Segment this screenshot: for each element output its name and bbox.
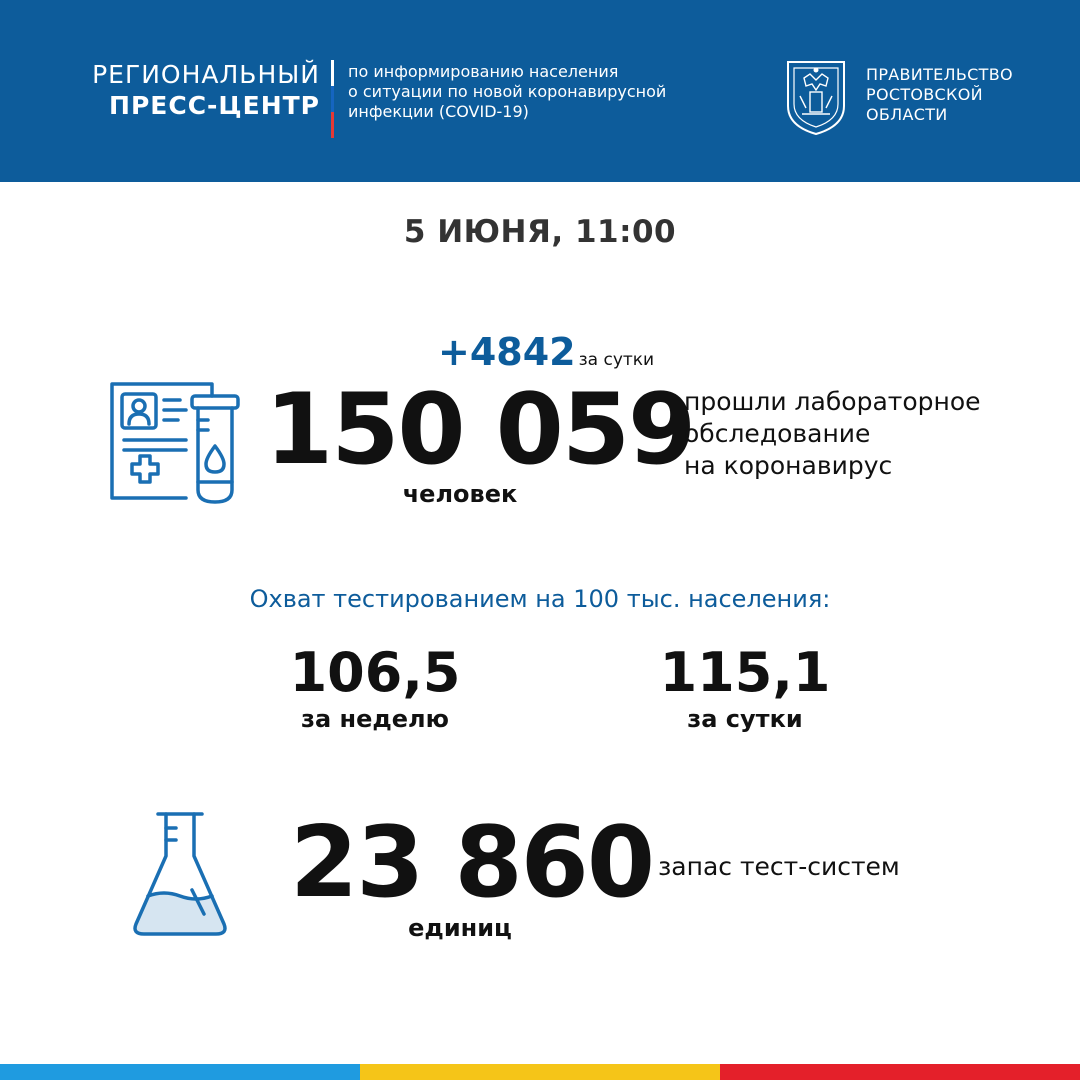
stripe-yellow — [360, 1064, 720, 1080]
government-title — [866, 65, 1013, 125]
bottom-color-stripe — [0, 1064, 1080, 1080]
stock-total-unit: единиц — [408, 914, 512, 942]
coverage-week-label: за неделю — [301, 705, 449, 733]
stripe-red — [720, 1064, 1080, 1080]
coverage-week — [260, 642, 490, 734]
stock-description: запас тест-систем — [658, 852, 900, 881]
tests-description-line: прошли лабораторное — [684, 387, 981, 416]
tests-description — [684, 386, 981, 482]
coverage-week-value: 106,5 — [289, 641, 461, 704]
gov-line: ПРАВИТЕЛЬСТВО — [866, 65, 1013, 84]
report-date: 5 ИЮНЯ, 11:00 — [403, 214, 677, 250]
daily-increase-value: +4842 — [438, 330, 576, 374]
brand-line-1: РЕГИОНАЛЬНЫЙ — [92, 60, 320, 89]
tests-description-line: обследование — [684, 419, 871, 448]
medical-record-test-tube-icon — [108, 378, 240, 508]
coverage-day — [630, 642, 860, 734]
brand-line-2: ПРЕСС-ЦЕНТР — [109, 91, 320, 120]
brand-block — [58, 60, 320, 122]
subtitle-line: инфекции (COVID-19) — [348, 102, 529, 121]
header-banner — [0, 0, 1080, 182]
subtitle-line: о ситуации по новой коронавирусной — [348, 82, 667, 101]
stripe-blue — [0, 1064, 360, 1080]
flask-icon — [130, 810, 230, 940]
subtitle-line: по информированию населения — [348, 62, 619, 81]
coverage-title: Охват тестированием на 100 тыс. населения: — [249, 585, 831, 613]
coverage-day-label: за сутки — [687, 705, 803, 733]
coat-of-arms-icon — [780, 56, 852, 138]
header-subtitle — [348, 62, 748, 122]
coverage-day-value: 115,1 — [659, 641, 831, 704]
tests-total-unit: человек — [402, 480, 518, 508]
tricolor-divider — [331, 60, 334, 138]
daily-increase-suffix: за сутки — [578, 350, 655, 370]
gov-line: ОБЛАСТИ — [866, 105, 948, 124]
gov-line: РОСТОВСКОЙ — [866, 85, 983, 104]
stock-total-value: 23 860 — [290, 806, 654, 920]
tests-description-line: на коронавирус — [684, 451, 893, 480]
daily-increase — [438, 330, 654, 374]
tests-total-value: 150 059 — [265, 373, 695, 487]
